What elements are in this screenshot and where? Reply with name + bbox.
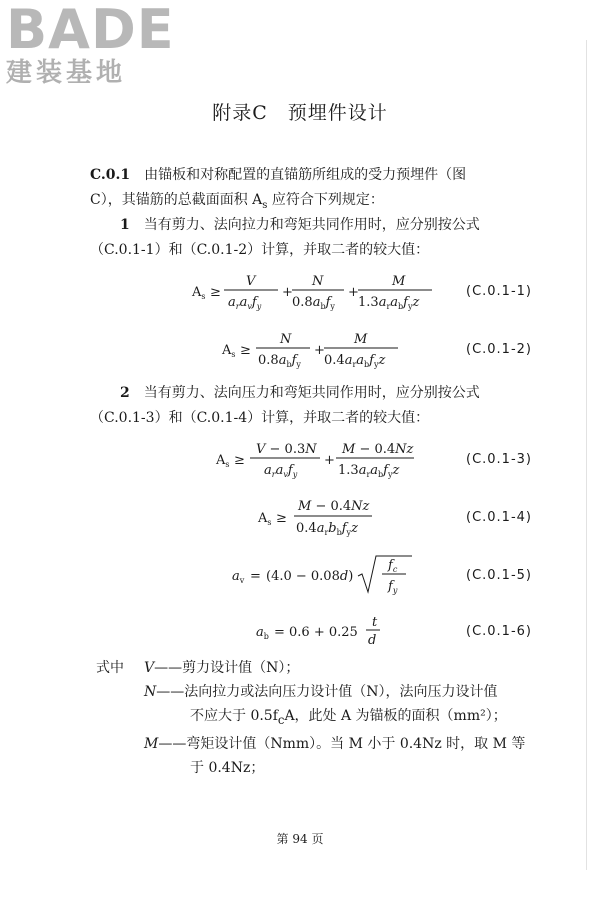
- equation-number: (C.0.1-6): [466, 624, 532, 639]
- svg-text:=: =: [250, 569, 261, 584]
- svg-text:= 0.6 + 0.25: = 0.6 + 0.25: [274, 625, 358, 640]
- svg-text:0.4arabfyz: $0.4a_ra_bf_yz$: [324, 353, 386, 369]
- symbol-definitions: [96, 656, 525, 780]
- bade-logo: [6, 2, 181, 92]
- definition-text-html: 不应大于 $0.5f_cA$，此处 A 为锚板的面积（mm²）；: [190, 708, 507, 727]
- intro-line2-end: 应符合下列规定：: [267, 192, 384, 208]
- item1-line2: （C.0.1-1）和（C.0.1-2）计算，并取二者的较大值：: [90, 242, 430, 258]
- svg-text:fc: $f_c$: [388, 558, 398, 574]
- logo-wordmark: BADE: [6, 0, 175, 61]
- svg-text:aravfy: $a_ra_vf_y$: [228, 295, 262, 311]
- equation-c-0-1-5: [0, 552, 600, 602]
- equation-number: (C.0.1-5): [466, 568, 532, 583]
- equation-number: (C.0.1-2): [466, 342, 532, 357]
- svg-text:0.8abfy: $0.8a_bf_y$: [258, 353, 301, 369]
- intro-line1: 由锚板和对称配置的直锚筋所组成的受力预埋件（图: [144, 167, 467, 183]
- page-title: 附录C 预埋件设计: [212, 102, 388, 124]
- equation-c-0-1-1: [0, 268, 600, 318]
- svg-text:aravfy: $a_ra_vf_y$: [264, 463, 298, 479]
- item1-paragraph: [90, 213, 570, 263]
- item2-line2: （C.0.1-3）和（C.0.1-4）计算，并取二者的较大值：: [90, 410, 430, 426]
- equation-c-0-1-4: [0, 492, 600, 542]
- definition-text: 于 0.4Nz；: [190, 759, 265, 776]
- svg-text:1.3arabfyz: $1.3a_ra_bf_yz$: [338, 463, 400, 479]
- svg-text:≥: ≥: [240, 343, 251, 358]
- svg-text:+: +: [314, 343, 325, 358]
- equation-c-0-1-2: [0, 326, 600, 376]
- logo-subtitle: 建装基地: [6, 58, 127, 88]
- intro-paragraph: [90, 163, 560, 218]
- svg-text:V: V: [246, 274, 256, 289]
- definition-symbol: V: [144, 660, 155, 676]
- intro-line2: C），其锚筋的总截面面积 A: [90, 192, 263, 208]
- definition-text: ——弯矩设计值（Nmm）。当 M 小于 0.4Nz 时，取 M 等: [158, 735, 526, 752]
- svg-text:V − 0.3N: V − 0.3N: [256, 442, 317, 457]
- definition-text: ——剪力设计值（N）；: [154, 660, 300, 676]
- svg-text:av: $a_v$: [232, 569, 245, 585]
- intro-line2-sub: s: [262, 199, 268, 211]
- svg-text:+: +: [348, 285, 359, 300]
- definition-symbol: M: [144, 735, 159, 752]
- svg-text:As: $A_s$: [258, 511, 272, 527]
- item2-line1: 当有剪力、法向压力和弯矩共同作用时，应分别按公式: [143, 385, 480, 401]
- scan-edge-line: [586, 40, 587, 870]
- item1-number: 1: [120, 217, 130, 233]
- svg-text:M − 0.4Nz: M − 0.4Nz: [342, 442, 414, 457]
- equation-number: (C.0.1-1): [466, 284, 532, 299]
- equation-number: (C.0.1-3): [466, 452, 532, 467]
- definition-text: ——法向拉力或法向压力设计值（N），法向压力设计值: [156, 684, 498, 700]
- svg-text:ab: $a_b$: [256, 625, 269, 641]
- equation-c-0-1-3: [0, 436, 600, 486]
- svg-text:M − 0.4Nz: M − 0.4Nz: [298, 499, 370, 514]
- definition-symbol: N: [144, 684, 157, 700]
- svg-text:As: $A_s$: [222, 343, 236, 359]
- svg-text:t: t: [372, 615, 378, 630]
- svg-text:As: $A_s$: [192, 285, 206, 301]
- svg-text:N: N: [312, 274, 324, 289]
- equation-number: (C.0.1-4): [466, 510, 532, 525]
- equation-c-0-1-6: [0, 608, 600, 658]
- svg-text:≥: ≥: [210, 285, 221, 300]
- svg-text:As: $A_s$: [216, 453, 230, 469]
- item2-number: 2: [120, 385, 130, 401]
- svg-text:0.4arbbfyz: $0.4a_rb_bf_yz$: [296, 521, 358, 537]
- clause-number: C.0.1: [90, 167, 131, 183]
- svg-text:d: d: [368, 633, 377, 648]
- svg-text:fy: $f_y$: [388, 579, 398, 595]
- page-number: 第 94 页: [276, 832, 324, 846]
- item2-paragraph: [90, 381, 570, 431]
- svg-text:(4.0 − 0.08d): (4.0 − 0.08d): [266, 569, 354, 584]
- svg-text:+: +: [282, 285, 293, 300]
- definitions-lead: 式中: [96, 660, 124, 676]
- svg-text:≥: ≥: [234, 453, 245, 468]
- svg-text:≥: ≥: [276, 511, 287, 526]
- svg-text:M: M: [392, 274, 406, 289]
- svg-text:0.8abfy: $0.8a_bf_y$: [292, 295, 335, 311]
- svg-text:N: N: [280, 332, 292, 347]
- svg-text:M: M: [354, 332, 368, 347]
- svg-text:+: +: [324, 453, 335, 468]
- item1-line1: 当有剪力、法向拉力和弯矩共同作用时，应分别按公式: [143, 217, 480, 233]
- svg-text:1.3arabfyz: $1.3a_ra_bf_yz$: [358, 295, 420, 311]
